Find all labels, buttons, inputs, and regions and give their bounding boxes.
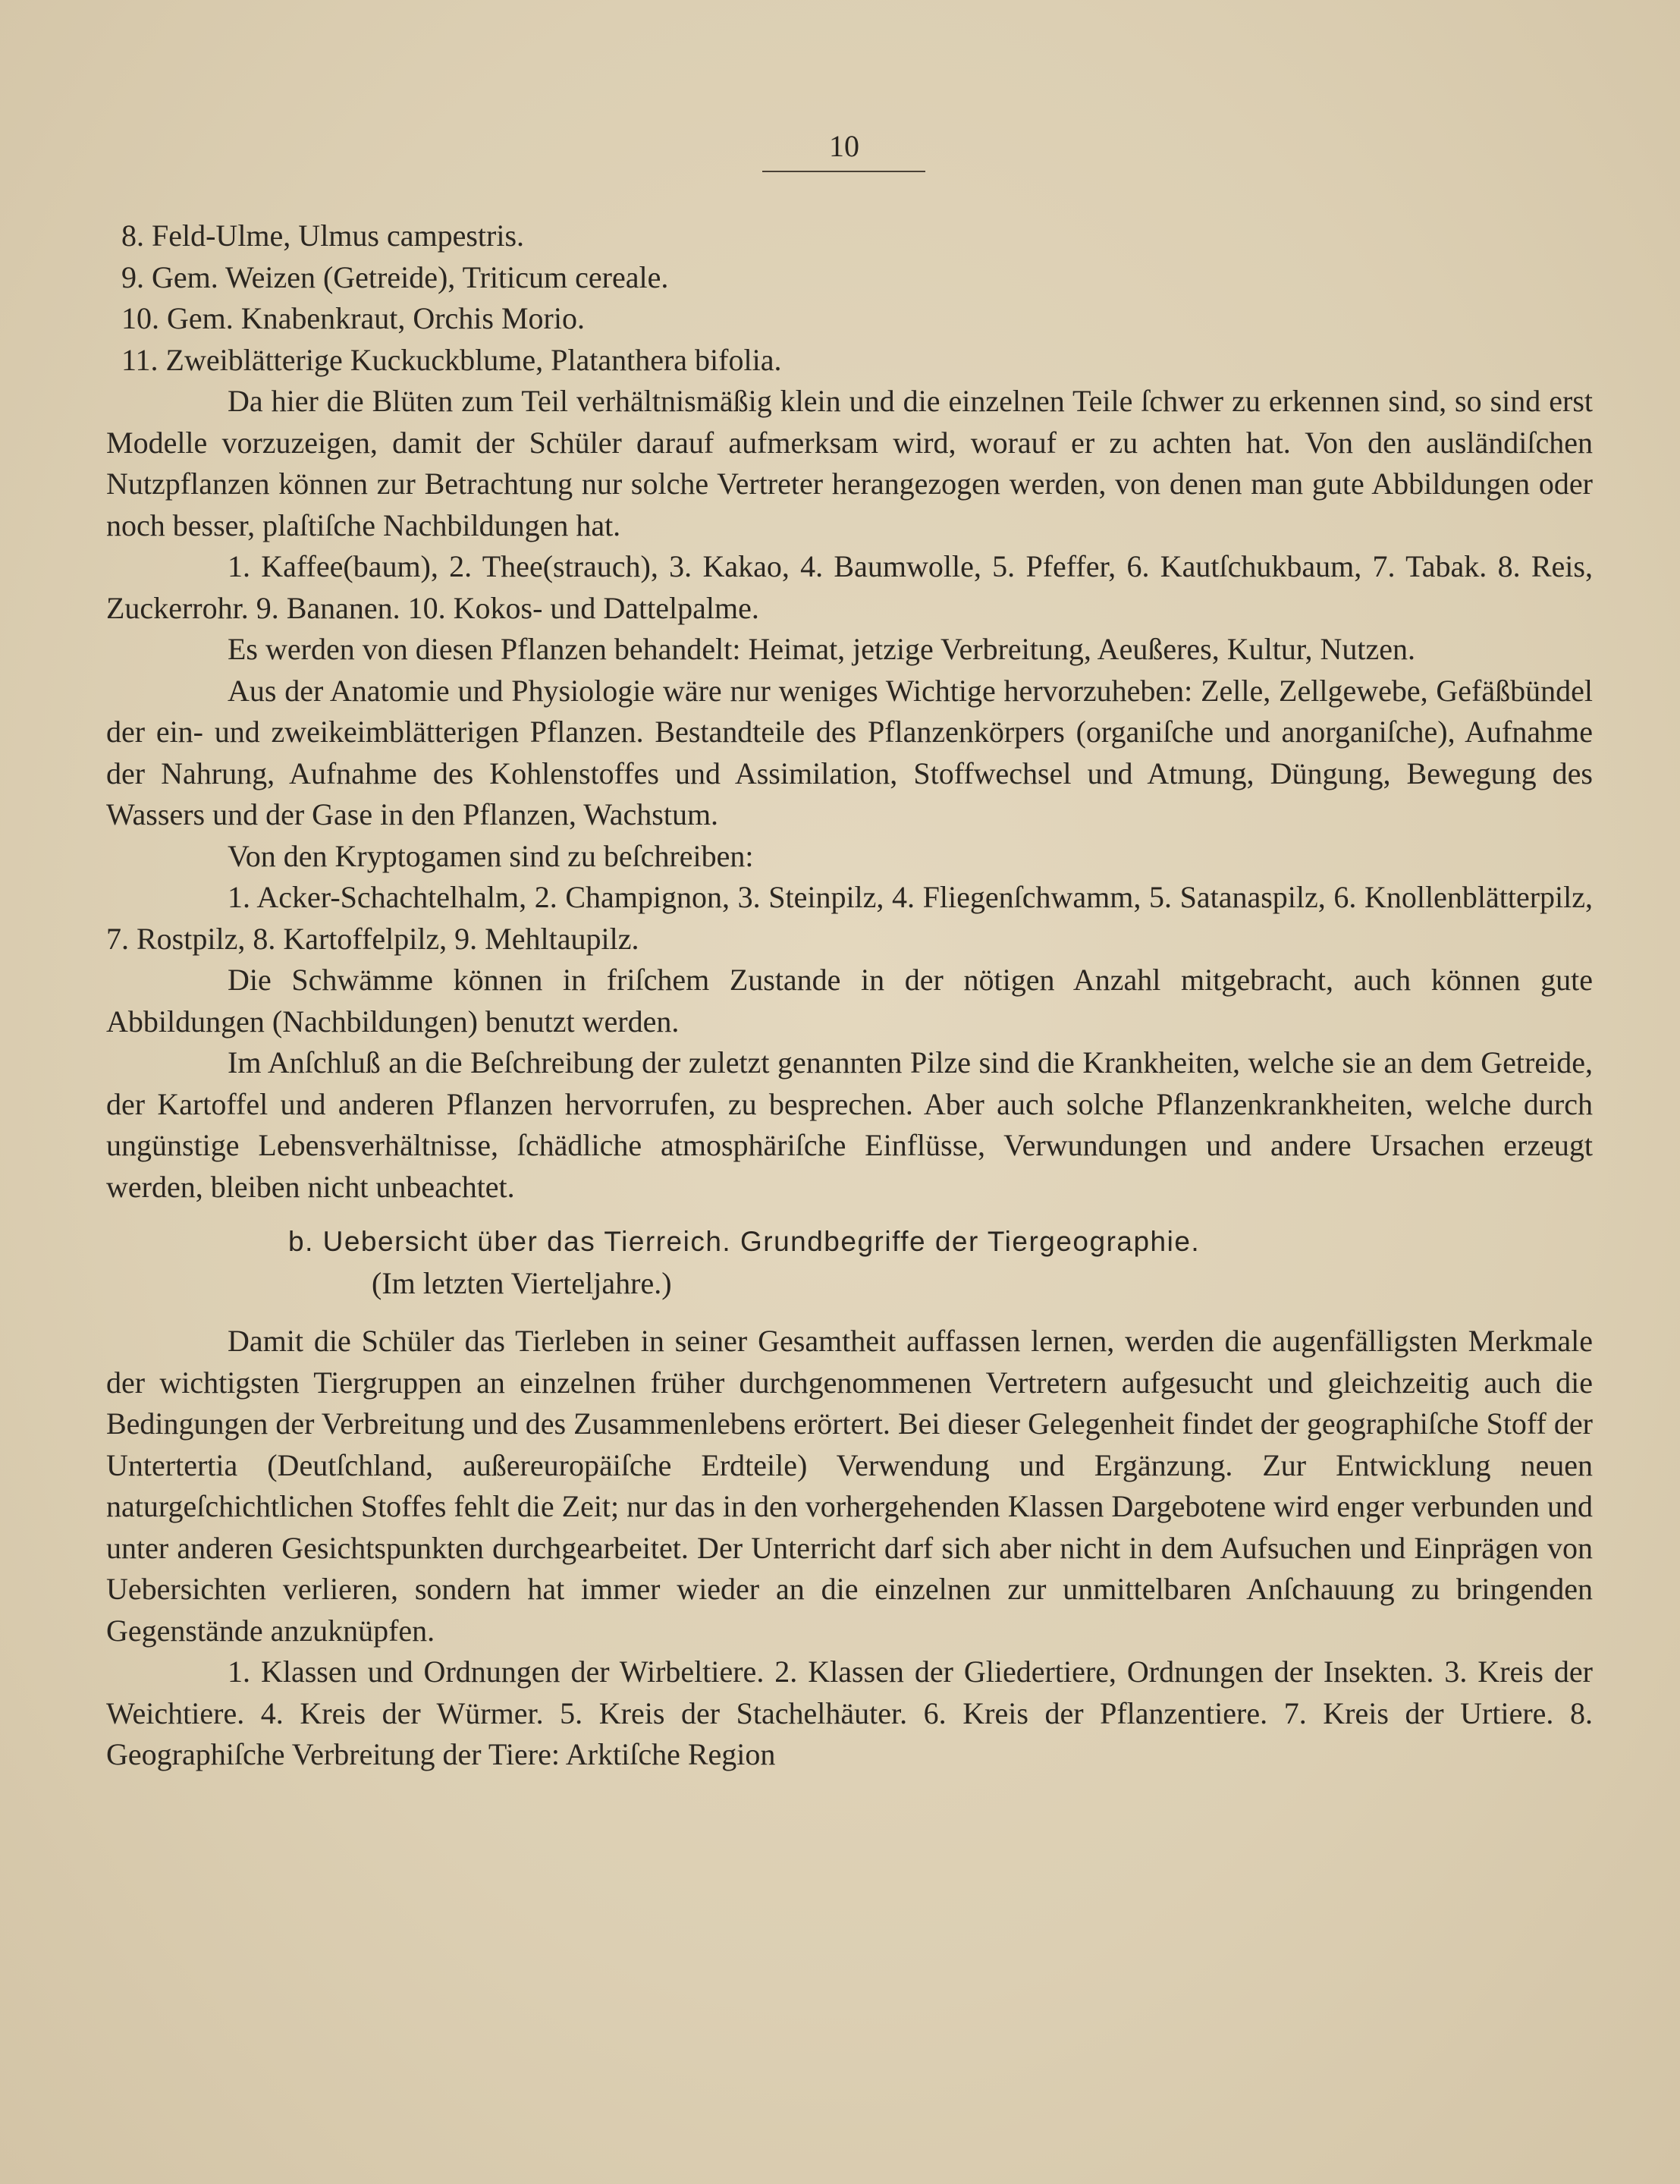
section-heading: b. Uebersicht über das Tierreich. Grundbegriffe der Tiergeographie.: [288, 1226, 1201, 1257]
paragraph-foreign-plants: Da hier die Blüten zum Teil verhältnismäßig klein und die einzelnen Teile ſchwer zu erkennen sind, so sind erst Modelle vorzuzeigen, damit der Schüler darauf aufmerksam wird, worauf er zu achten hat. Von den ausländiſchen Nutzpflanzen können zur Betrachtung nur solche Vertreter herangezogen werden, von denen man gute Abbildungen oder noch besser, plaſtiſche Nachbildungen hat.: [106, 384, 1593, 542]
list-item: 11. Zweiblätterige Kuckuckblume, Platanthera bifolia.: [121, 342, 782, 377]
paragraph-fungi-list: 1. Acker-Schachtelhalm, 2. Champignon, 3. Steinpilz, 4. Fliegenſchwamm, 5. Satanaspilz, 6. Knollenblätterpilz, 7. Rostpilz, 8. Kartoffelpilz, 9. Mehltaupilz.: [106, 880, 1593, 956]
list-item: 10. Gem. Knabenkraut, Orchis Morio.: [121, 301, 585, 335]
paragraph-fungi-specimens: Die Schwämme können in friſchem Zustande in der nötigen Anzahl mitgebracht, auch können gute Abbildungen (Nachbildungen) benutzt werden.: [106, 963, 1593, 1039]
paragraph-crop-list: 1. Kaffee(baum), 2. Thee(strauch), 3. Kakao, 4. Baumwolle, 5. Pfeffer, 6. Kautſchukbaum, 7. Tabak. 8. Reis, Zuckerrohr. 9. Bananen. 10. Kokos- und Dattelpalme.: [106, 549, 1593, 625]
body-text: [106, 215, 1593, 1776]
paragraph-treatment: Es werden von diesen Pflanzen behandelt: Heimat, jetzige Verbreitung, Aeußeres, Kultur, Nutzen.: [228, 632, 1416, 666]
list-item: 8. Feld-Ulme, Ulmus campestris.: [121, 218, 525, 253]
section-subheading: (Im letzten Vierteljahre.): [372, 1265, 672, 1300]
paragraph-cryptogams-intro: Von den Kryptogamen sind zu beſchreiben:: [228, 838, 754, 873]
list-item: 9. Gem. Weizen (Getreide), Triticum cereale.: [121, 259, 669, 294]
paragraph-animal-kingdom: Damit die Schüler das Tierleben in seiner Gesamtheit auffassen lernen, werden die augenfälligsten Merkmale der wichtigsten Tiergruppen an einzelnen früher durchgenommenen Vertretern aufgesucht und gleichzeitig auch die Bedingungen der Verbreitung und des Zusammenlebens erörtert. Bei dieser Gelegenheit findet der geographiſche Stoff der Untertertia (Deutſchland, außereuropäiſche Erdteile) Verwendung und Ergänzung. Zur Entwicklung neuen naturgeſchichtlichen Stoffes fehlt die Zeit; nur das in den vorhergehenden Klassen Dargebotene wird enger verbunden und unter anderen Gesichtspunkten durchgearbeitet. Der Unterricht darf sich aber nicht in dem Aufsuchen und Einprägen von Uebersichten verlieren, sondern hat immer wieder an die einzelnen zur unmittelbaren Anſchauung zu bringenden Gegenstände anzuknüpfen.: [106, 1324, 1593, 1648]
paragraph-anatomy: Aus der Anatomie und Physiologie wäre nur weniges Wichtige hervorzuheben: Zelle, Zellgewebe, Gefäßbündel der ein- und zweikeimblätterigen Pflanzen. Bestandteile des Pflanzenkörpers (organiſche und anorganiſche), Aufnahme der Nahrung, Aufnahme des Kohlenstoffes und Assimilation, Stoffwechsel und Atmung, Düngung, Bewegung des Wassers und der Gase in den Pflanzen, Wachstum.: [106, 673, 1593, 831]
page-number: 10: [829, 129, 859, 163]
paragraph-plant-diseases: Im Anſchluß an die Beſchreibung der zuletzt genannten Pilze sind die Krankheiten, welche sie an dem Getreide, der Kartoffel und anderen Pflanzen hervorrufen, zu besprechen. Aber auch solche Pflanzenkrankheiten, welche durch ungünstige Lebensverhältnisse, ſchädliche atmosphäriſche Einflüsse, Verwundungen und andere Ursachen erzeugt werden, bleiben nicht unbeachtet.: [106, 1045, 1593, 1204]
paragraph-animal-classes: 1. Klassen und Ordnungen der Wirbeltiere. 2. Klassen der Gliedertiere, Ordnungen der Insekten. 3. Kreis der Weichtiere. 4. Kreis der Würmer. 5. Kreis der Stachelhäuter. 6. Kreis der Pflanzentiere. 7. Kreis der Urtiere. 8. Geographiſche Verbreitung der Tiere: Arktiſche Region: [106, 1654, 1593, 1771]
page-number-rule: [762, 171, 925, 172]
